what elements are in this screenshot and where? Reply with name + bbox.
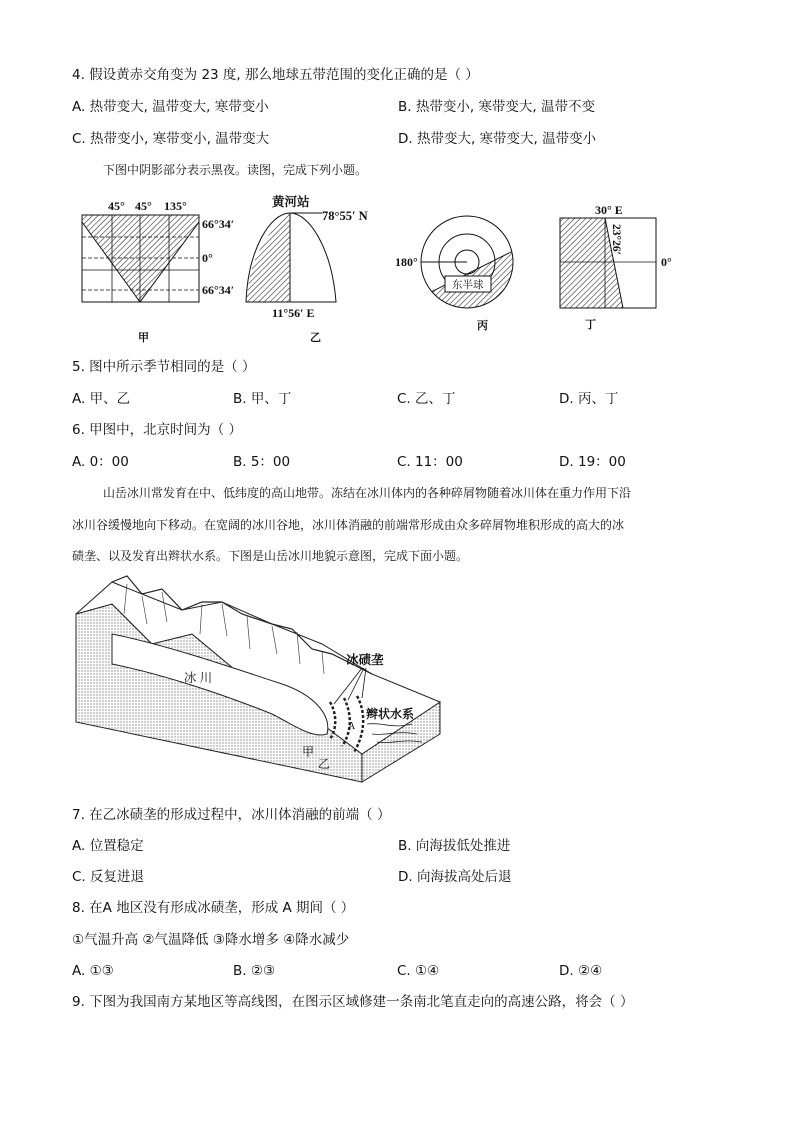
bing-hemisphere-label: 东半球 [452, 280, 484, 291]
ding-label-equator: 0° [661, 255, 672, 269]
q6-option-b: B. 5：00 [233, 454, 291, 470]
jia-label-135: 135° [164, 199, 187, 213]
q9-stem: 9. 下图为我国南方某地区等高线图，在图示区域修建一条南北笔直走向的高速公路，将会（ ） [72, 994, 634, 1010]
bing-label-180: 180° [395, 255, 418, 269]
label-yi: 乙 [318, 757, 331, 771]
glacier-intro-line2: 冰川谷缓慢地向下移动。在宽阔的冰川谷地，冰川体消融的前端常形成由众多碎屑物堆积形成的高大的冰 [72, 518, 625, 532]
yi-night-area [246, 213, 290, 302]
q5-stem: 5. 图中所示季节相同的是（ ） [72, 359, 256, 375]
yi-latitude-label: 78°55′ N [322, 209, 368, 223]
intro-night-figures: 下图中阴影部分表示黑夜。读图，完成下列小题。 [103, 163, 368, 177]
label-braided-stream: 辫状水系 [366, 707, 415, 721]
label-a: A [348, 721, 356, 732]
q5-option-c: C. 乙、丁 [397, 391, 456, 407]
jia-label-north-circle: 66°34′ [202, 217, 235, 231]
q7-option-c: C. 反复进退 [72, 869, 145, 885]
q7-stem: 7. 在乙冰碛垄的形成过程中，冰川体消融的前端（ ） [72, 807, 391, 823]
q8-option-d: D. ②④ [559, 963, 603, 979]
q4-option-c: C. 热带变小, 寒带变小, 温带变大 [72, 131, 270, 147]
jia-caption: 甲 [138, 332, 149, 344]
glacier-intro-line1: 山岳冰川常发育在中、低纬度的高山地带。冻结在冰川体内的各种碎屑物随着冰川体在重力作用下沿 [103, 486, 632, 500]
q5-option-b: B. 甲、丁 [233, 391, 292, 407]
label-moraine: 冰碛垄 [346, 653, 384, 667]
q4-stem: 4. 假设黄赤交角变为 23 度, 那么地球五带范围的变化正确的是（ ） [72, 67, 479, 83]
q6-stem: 6. 甲图中，北京时间为（ ） [72, 422, 242, 438]
jia-label-south-circle: 66°34′ [202, 283, 235, 297]
q7-option-b: B. 向海拔低处推进 [398, 838, 511, 854]
q4-option-a: A. 热带变大, 温带变大, 寒带变小 [72, 99, 269, 115]
glacier-intro-line3: 碛垄、以及发育出辫状水系。下图是山岳冰川地貌示意图，完成下面小题。 [72, 549, 469, 563]
jia-label-equator: 0° [202, 251, 213, 265]
q6-option-d: D. 19：00 [559, 454, 626, 470]
q7-option-d: D. 向海拔高处后退 [398, 869, 512, 885]
yi-station-label: 黄河站 [272, 195, 310, 209]
q6-option-c: C. 11：00 [397, 454, 463, 470]
q8-items: ①气温升高 ②气温降低 ③降水增多 ④降水减少 [72, 932, 350, 948]
ding-caption: 丁 [585, 319, 596, 331]
q8-option-a: A. ①③ [72, 963, 114, 979]
q5-option-a: A. 甲、乙 [72, 391, 131, 407]
q6-option-a: A. 0：00 [72, 454, 129, 470]
jia-label-45a: 45° [108, 199, 125, 213]
bing-caption: 丙 [477, 320, 488, 332]
label-jia: 甲 [302, 745, 315, 759]
q8-option-c: C. ①④ [397, 963, 440, 979]
q4-option-d: D. 热带变大, 寒带变大, 温带变小 [398, 131, 597, 147]
figure-glacier [72, 574, 444, 784]
q8-stem: 8. 在A 地区没有形成冰碛垄，形成 A 期间（ ） [72, 900, 355, 916]
jia-night-area [82, 215, 199, 302]
q5-option-d: D. 丙、丁 [559, 391, 619, 407]
jia-label-45b: 45° [135, 199, 152, 213]
q8-option-b: B. ②③ [233, 963, 276, 979]
yi-longitude-label: 11°56′ E [272, 306, 315, 320]
figure-ding [555, 198, 695, 346]
q7-option-a: A. 位置稳定 [72, 838, 144, 854]
figure-yi [240, 190, 400, 346]
ding-label-30e: 30° E [595, 203, 623, 217]
figure-jia [72, 196, 262, 346]
label-glacier: 冰 川 [184, 671, 213, 685]
yi-caption: 乙 [310, 332, 321, 344]
q4-option-b: B. 热带变小, 寒带变大, 温带不变 [398, 99, 596, 115]
ding-angle-label: 23°26′ [610, 224, 622, 255]
figure-bing [395, 200, 540, 346]
